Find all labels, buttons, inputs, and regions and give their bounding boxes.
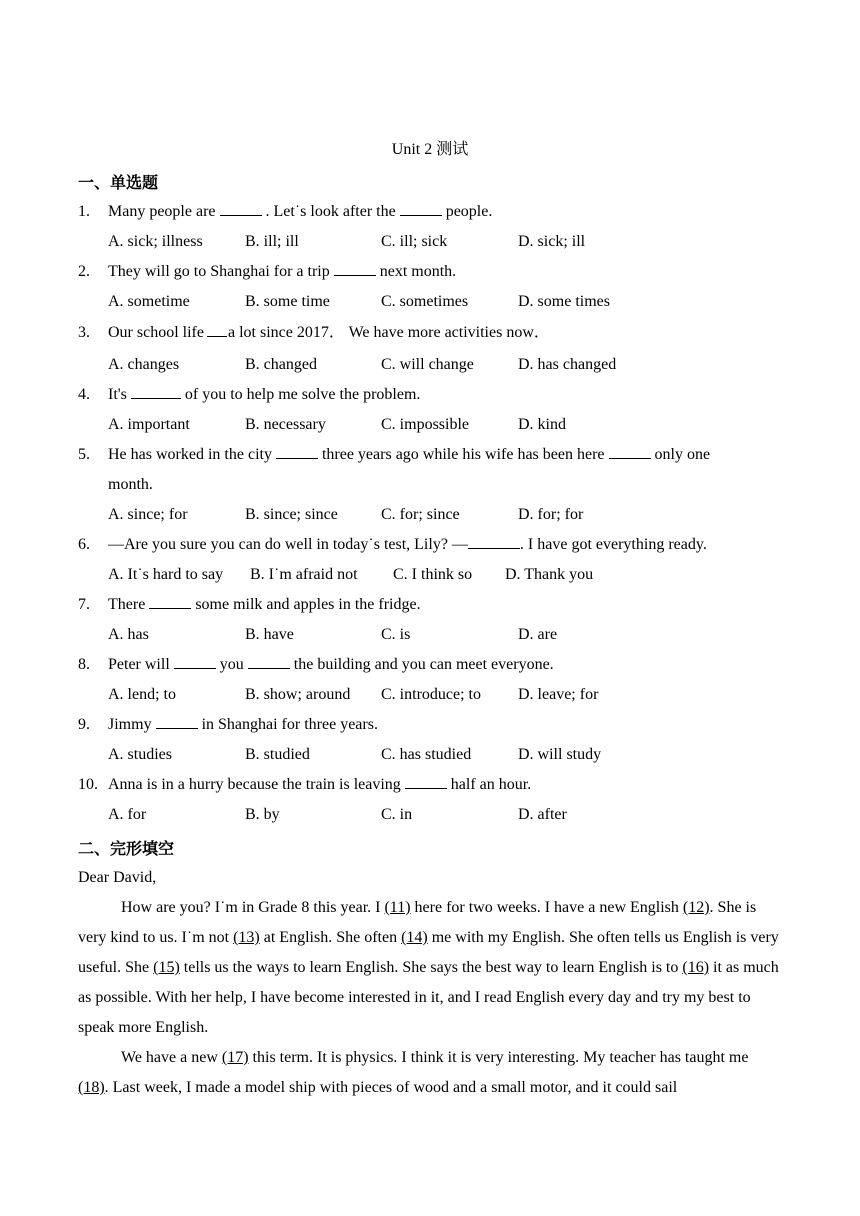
option-d: D. has changed (518, 356, 617, 373)
option-c: C. for; since (381, 506, 460, 523)
answer-blank (156, 712, 198, 729)
section-heading-cloze: 二、完形填空 (78, 839, 175, 858)
answer-blank (405, 772, 447, 789)
letter-greeting: Dear David, (78, 869, 157, 886)
question-10 (78, 770, 778, 800)
question-8 (78, 650, 778, 680)
answer-blank (131, 382, 181, 399)
option-b: B. changed (245, 356, 317, 373)
option-c: C. has studied (381, 746, 472, 763)
option-b: B. by (245, 806, 280, 823)
question-number: 10. (78, 776, 98, 793)
question-stem: It's of you to help me solve the problem. (108, 380, 778, 410)
option-b: B. some time (245, 293, 330, 310)
options-3 (108, 350, 788, 380)
question-stem: Jimmy in Shanghai for three years. (108, 710, 778, 740)
option-d: D. kind (518, 416, 566, 433)
question-6 (78, 530, 778, 560)
option-c: C. sometimes (381, 293, 469, 310)
option-b: B. I˙m afraid not (250, 566, 358, 583)
question-2 (78, 257, 778, 287)
option-a: A. lend; to (108, 686, 176, 703)
option-b: B. have (245, 626, 294, 643)
option-a: A. since; for (108, 506, 188, 523)
question-number: 2. (78, 263, 90, 280)
option-a: A. sick; illness (108, 233, 203, 250)
options-2 (108, 287, 788, 317)
question-number: 6. (78, 536, 90, 553)
question-3 (78, 318, 778, 348)
blank-14: (14) (401, 929, 428, 946)
option-a: A. changes (108, 356, 180, 373)
option-a: A. important (108, 416, 190, 433)
option-a: A. It˙s hard to say (108, 566, 224, 583)
blank-11: (11) (384, 899, 411, 916)
option-d: D. sick; ill (518, 233, 586, 250)
answer-blank (174, 652, 216, 669)
question-stem: Many people are . Let˙s look after the people. (108, 197, 778, 227)
option-a: A. has (108, 626, 149, 643)
option-c: C. in (381, 806, 413, 823)
blank-13: (13) (233, 929, 260, 946)
option-a: A. sometime (108, 293, 190, 310)
question-stem: Our school life a lot since 2017． We have more activities now． (108, 318, 778, 348)
option-d: D. Thank you (505, 566, 594, 583)
option-d: D. leave; for (518, 686, 599, 703)
blank-18: (18) (78, 1079, 105, 1096)
blank-16: (16) (682, 959, 710, 976)
question-stem: Peter will you the building and you can meet everyone. (108, 650, 778, 680)
options-5 (108, 500, 788, 530)
answer-blank (149, 592, 191, 609)
options-7 (108, 620, 788, 650)
option-d: D. for; for (518, 506, 584, 523)
option-b: B. necessary (245, 416, 326, 433)
answer-blank (220, 199, 262, 216)
option-c: C. introduce; to (381, 686, 481, 703)
answer-blank (276, 442, 318, 459)
option-d: D. will study (518, 746, 602, 763)
cloze-passage (78, 863, 780, 1103)
option-c: C. is (381, 626, 411, 643)
question-stem: He has worked in the city three years ago while his wife has been here only one month. (108, 440, 778, 500)
answer-blank (468, 532, 520, 549)
options-10 (108, 800, 788, 830)
question-number: 7. (78, 596, 90, 613)
question-number: 3. (78, 324, 90, 341)
option-c: C. ill; sick (381, 233, 448, 250)
question-4 (78, 380, 778, 410)
option-c: C. impossible (381, 416, 470, 433)
option-a: A. for (108, 806, 147, 823)
answer-blank (334, 259, 376, 276)
question-number: 8. (78, 656, 90, 673)
passage-paragraph-2: We have a new (17) this term. It is physics. I think it is very interesting. My teacher has taught me (18). Last week, I made a model ship with pieces of wood and a small motor, and it could sail (78, 1049, 749, 1096)
options-6 (108, 560, 788, 590)
page-title: Unit 2 测试 (391, 141, 469, 158)
question-number: 1. (78, 203, 90, 220)
question-stem: They will go to Shanghai for a trip next month. (108, 257, 778, 287)
question-number: 9. (78, 716, 90, 733)
blank-12: (12) (682, 899, 710, 916)
option-d: D. after (518, 806, 567, 823)
question-9 (78, 710, 778, 740)
question-1 (78, 197, 778, 227)
option-c: C. I think so (393, 566, 473, 583)
section-heading-single-choice: 一、单选题 (78, 173, 159, 192)
answer-blank (207, 320, 227, 337)
options-8 (108, 680, 788, 710)
blank-17: (17) (221, 1049, 249, 1066)
question-stem: —Are you sure you can do well in today˙s test, Lily? — . I have got everything ready. (108, 530, 778, 560)
options-4 (108, 410, 788, 440)
option-b: B. since; since (245, 506, 338, 523)
option-d: D. are (518, 626, 558, 643)
option-d: D. some times (518, 293, 610, 310)
option-a: A. studies (108, 746, 172, 763)
question-number: 5. (78, 446, 90, 463)
question-5 (78, 440, 778, 500)
options-1 (108, 227, 788, 257)
blank-15: (15) (153, 959, 180, 976)
answer-blank (248, 652, 290, 669)
answer-blank (609, 442, 651, 459)
options-9 (108, 740, 788, 770)
option-b: B. studied (245, 746, 310, 763)
question-stem: There some milk and apples in the fridge. (108, 590, 778, 620)
question-number: 4. (78, 386, 90, 403)
passage-paragraph-1: How are you? I˙m in Grade 8 this year. I (11) here for two weeks. I have a new English (12). She is very kind to us. I˙m not (13) at English. She often (14) me with my English. She often tells us English is very useful. She (15) tells us the ways to learn English. She says the best way to learn English is to (16) it as much as possible. With her help, I have become interested in it, and I read English every day and try my best to speak more English. (78, 899, 779, 1036)
question-7 (78, 590, 778, 620)
option-b: B. ill; ill (245, 233, 299, 250)
option-b: B. show; around (245, 686, 351, 703)
option-c: C. will change (381, 356, 474, 373)
answer-blank (400, 199, 442, 216)
question-stem: Anna is in a hurry because the train is leaving half an hour. (108, 770, 778, 800)
